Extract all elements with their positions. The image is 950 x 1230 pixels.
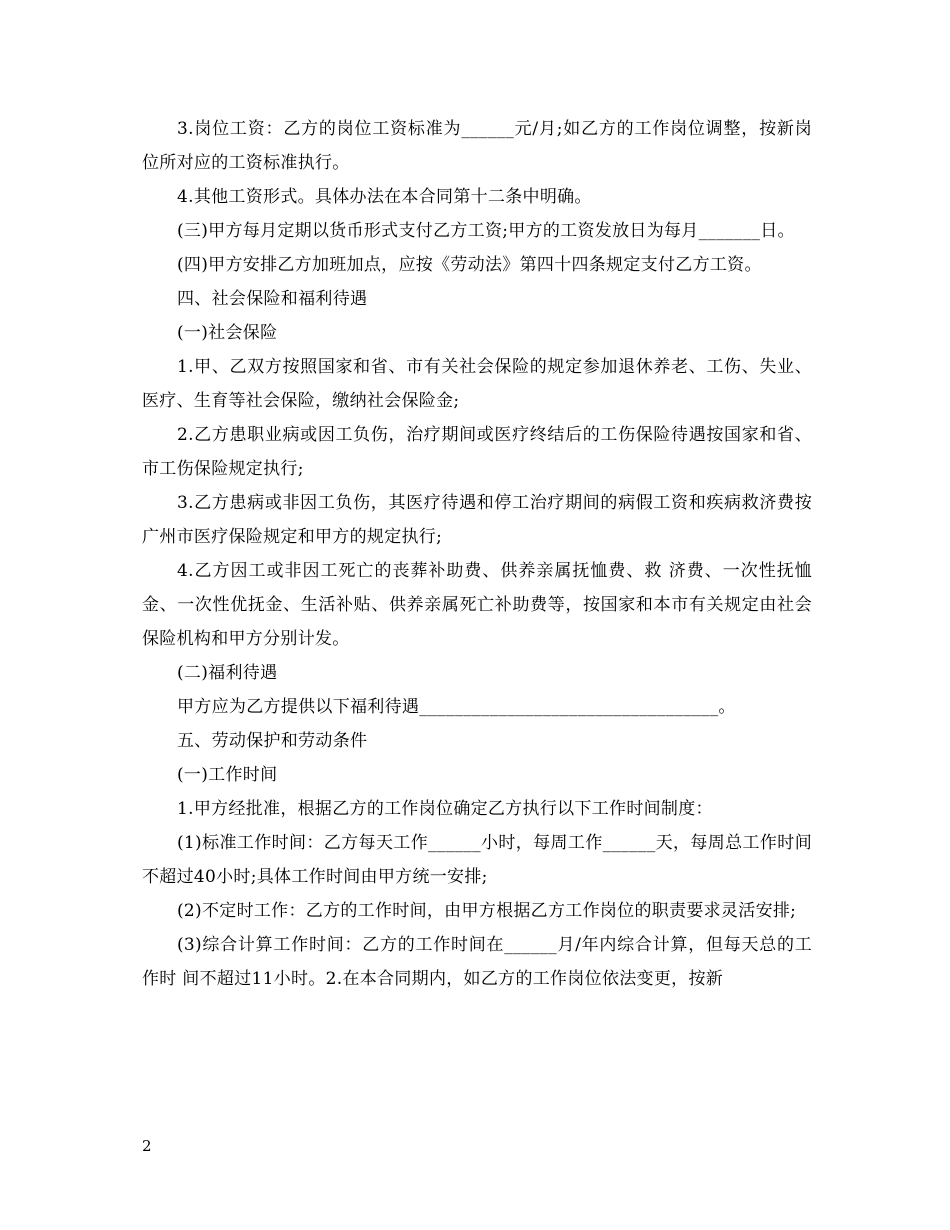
paragraph-wage-payment: (三)甲方每月定期以货币形式支付乙方工资;甲方的工资发放日为每月_______日。 — [177, 221, 795, 241]
heading-social-insurance-welfare: 四、社会保险和福利待遇 — [177, 289, 368, 309]
page-number: 2 — [142, 1137, 152, 1155]
paragraph-comprehensive-hours: (3)综合计算工作时间：乙方的工作时间在______月/年内综合计算，但每天总的工作时 间不超过11小时。2.在本合同期内，如乙方的工作岗位依法变更，按新 — [142, 935, 812, 989]
document-body — [142, 112, 812, 996]
subheading-working-hours: (一)工作时间 — [177, 765, 278, 785]
subheading-welfare: (二)福利待遇 — [177, 663, 278, 683]
paragraph-flexible-hours: (2)不定时工作：乙方的工作时间，由甲方根据乙方工作岗位的职责要求灵活安排; — [177, 901, 797, 921]
paragraph-other-wage: 4.其他工资形式。具体办法在本合同第十二条中明确。 — [177, 187, 592, 207]
paragraph-standard-hours: (1)标准工作时间：乙方每天工作______小时，每周工作______天，每周总工作时间不超过40小时;具体工作时间由甲方统一安排; — [142, 833, 812, 887]
subheading-social-insurance: (一)社会保险 — [177, 323, 278, 343]
paragraph-overtime-pay: (四)甲方安排乙方加班加点，应按《劳动法》第四十四条规定支付乙方工资。 — [177, 255, 762, 275]
heading-labor-protection: 五、劳动保护和劳动条件 — [177, 731, 368, 751]
paragraph-position-wage: 3.岗位工资：乙方的岗位工资标准为______元/月;如乙方的工作岗位调整，按新岗位所对应的工资标准执行。 — [142, 119, 812, 173]
paragraph-welfare-provided: 甲方应为乙方提供以下福利待遇__________________________________。 — [177, 697, 736, 717]
paragraph-working-hour-system: 1.甲方经批准，根据乙方的工作岗位确定乙方执行以下工作时间制度： — [177, 799, 713, 819]
paragraph-illness-treatment: 3.乙方患病或非因工负伤，其医疗待遇和停工治疗期间的病假工资和疾病救济费按广州市医疗保险规定和甲方的规定执行; — [142, 493, 812, 547]
paragraph-death-benefits: 4.乙方因工或非因工死亡的丧葬补助费、供养亲属抚恤费、救 济费、一次性抚恤金、一次性优抚金、生活补贴、供养亲属死亡补助费等，按国家和本市有关规定由社会保险机构和甲方分别计发。 — [142, 561, 812, 649]
paragraph-work-injury: 2.乙方患职业病或因工负伤，治疗期间或医疗终结后的工伤保险待遇按国家和省、市工伤保险规定执行; — [142, 425, 812, 479]
paragraph-insurance-participation: 1.甲、乙双方按照国家和省、市有关社会保险的规定参加退休养老、工伤、失业、医疗、生育等社会保险，缴纳社会保险金; — [142, 357, 812, 411]
